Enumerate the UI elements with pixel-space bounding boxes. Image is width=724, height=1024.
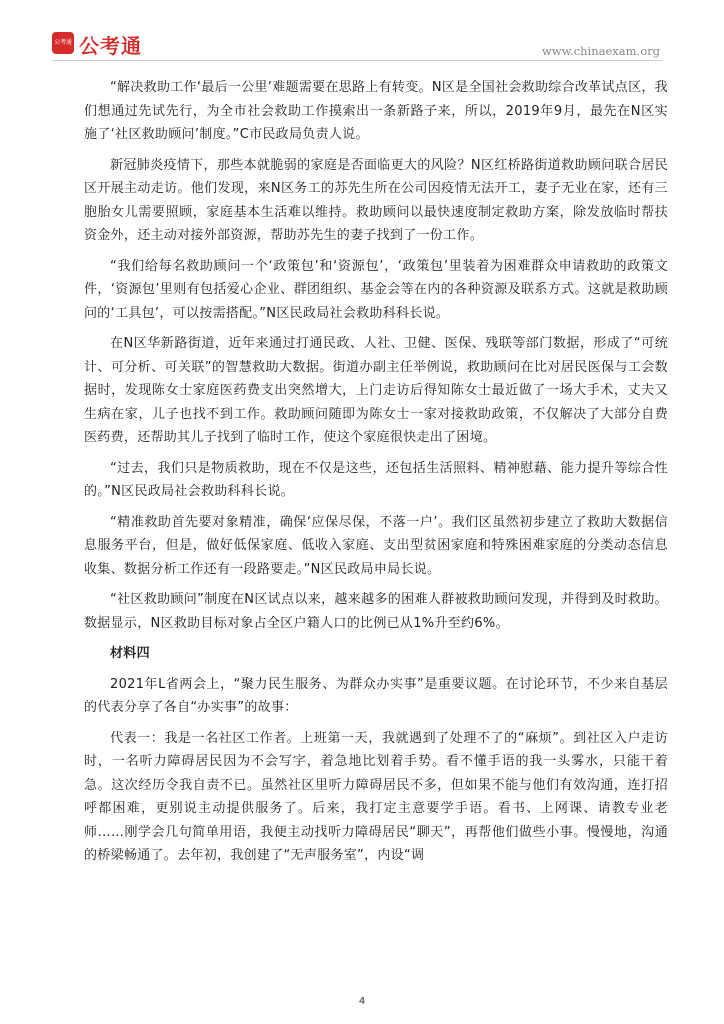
page-header <box>0 0 724 64</box>
document-body <box>84 76 668 875</box>
paragraph: 2021年L省两会上，“聚力民生服务、为群众办实事”是重要议题。在讨论环节，不少来自基层的代表分享了各自“办实事”的故事： <box>84 676 668 715</box>
header-divider <box>52 60 662 61</box>
paragraph: “解决救助工作‘最后一公里’难题需要在思路上有转变。N区是全国社会救助综合改革试点区，我们想通过先试先行，为全市社会救助工作摸索出一条新路子来，所以，2019年9月，最先在N区实施了‘社区救助顾问’制度。”C市民政局负责人说。 <box>84 80 668 142</box>
page-number: 4 <box>358 996 366 1007</box>
paragraph: “我们给每名救助顾问一个‘政策包’和‘资源包’，‘政策包’里装着为困难群众申请救助的政策文件，‘资源包’里则有包括爱心企业、群团组织、基金会等在内的各种资源及联系方式。这就是救助顾问的‘工具包’，可以按需搭配。”N区民政局社会救助科科长说。 <box>84 258 668 321</box>
logo-text: 公考通 <box>79 34 142 58</box>
logo-icon: 公考通 <box>52 32 74 54</box>
section-heading: 材料四 <box>110 646 150 661</box>
site-url: www.chinaexam.org <box>541 44 660 58</box>
paragraph: 新冠肺炎疫情下，那些本就脆弱的家庭是否面临更大的风险？N区红桥路街道救助顾问联合居民区开展主动走访。他们发现，来N区务工的苏先生所在公司因疫情无法开工，妻子无业在家，还有三胞胎女儿需要照顾，家庭基本生活难以维持。救助顾问以最快速度制定救助方案，除发放临时帮扶资金外，还主动对接外部资源，帮助苏先生的妻子找到了一份工作。 <box>84 157 668 243</box>
paragraph: “过去，我们只是物质救助，现在不仅是这些，还包括生活照料、精神慰藉、能力提升等综合性的。”N区民政局社会救助科科长说。 <box>84 460 668 499</box>
paragraph: “社区救助顾问”制度在N区试点以来，越来越多的困难人群被救助顾问发现，并得到及时救助。数据显示，N区救助目标对象占全区户籍人口的比例已从1%升至约6%。 <box>84 592 668 631</box>
paragraph: “精准救助首先要对象精准，确保‘应保尽保，不落一户’。我们区虽然初步建立了救助大数据信息服务平台，但是，做好低保家庭、低收入家庭、支出型贫困家庭和特殊困难家庭的分类动态信息收集、数据分析工作还有一段路要走。”N区民政局申局长说。 <box>84 514 668 577</box>
paragraph: 代表一：我是一名社区工作者。上班第一天，我就遇到了处理不了的“麻烦”。到社区入户走访时，一名听力障碍居民因为不会写字，着急地比划着手势。看不懂手语的我一头雾水，只能干着急。这次经历令我自责不已。虽然社区里听力障碍居民不多，但如果不能与他们有效沟通，连打招呼都困难，更别说主动提供服务了。后来，我打定主意要学手语。看书、上网课、请教专业老师……刚学会几句简单用语，我便主动找听力障碍居民“聊天”，再帮他们做些小事。慢慢地，沟通的桥梁畅通了。去年初，我创建了“无声服务室”，内设“调 <box>84 730 668 863</box>
paragraph: 在N区华新路街道，近年来通过打通民政、人社、卫健、医保、残联等部门数据，形成了“可统计、可分析、可关联”的智慧救助大数据。街道办副主任举例说，救助顾问在比对居民医保与工会数据时，发现陈女士家庭医药费支出突然增大，上门走访后得知陈女士最近做了一场大手术，丈夫又生病在家，儿子也找不到工作。救助顾问随即为陈女士一家对接救助政策，不仅解决了大部分自费医药费，还帮助其儿子找到了临时工作，使这个家庭很快走出了困境。 <box>84 336 668 445</box>
